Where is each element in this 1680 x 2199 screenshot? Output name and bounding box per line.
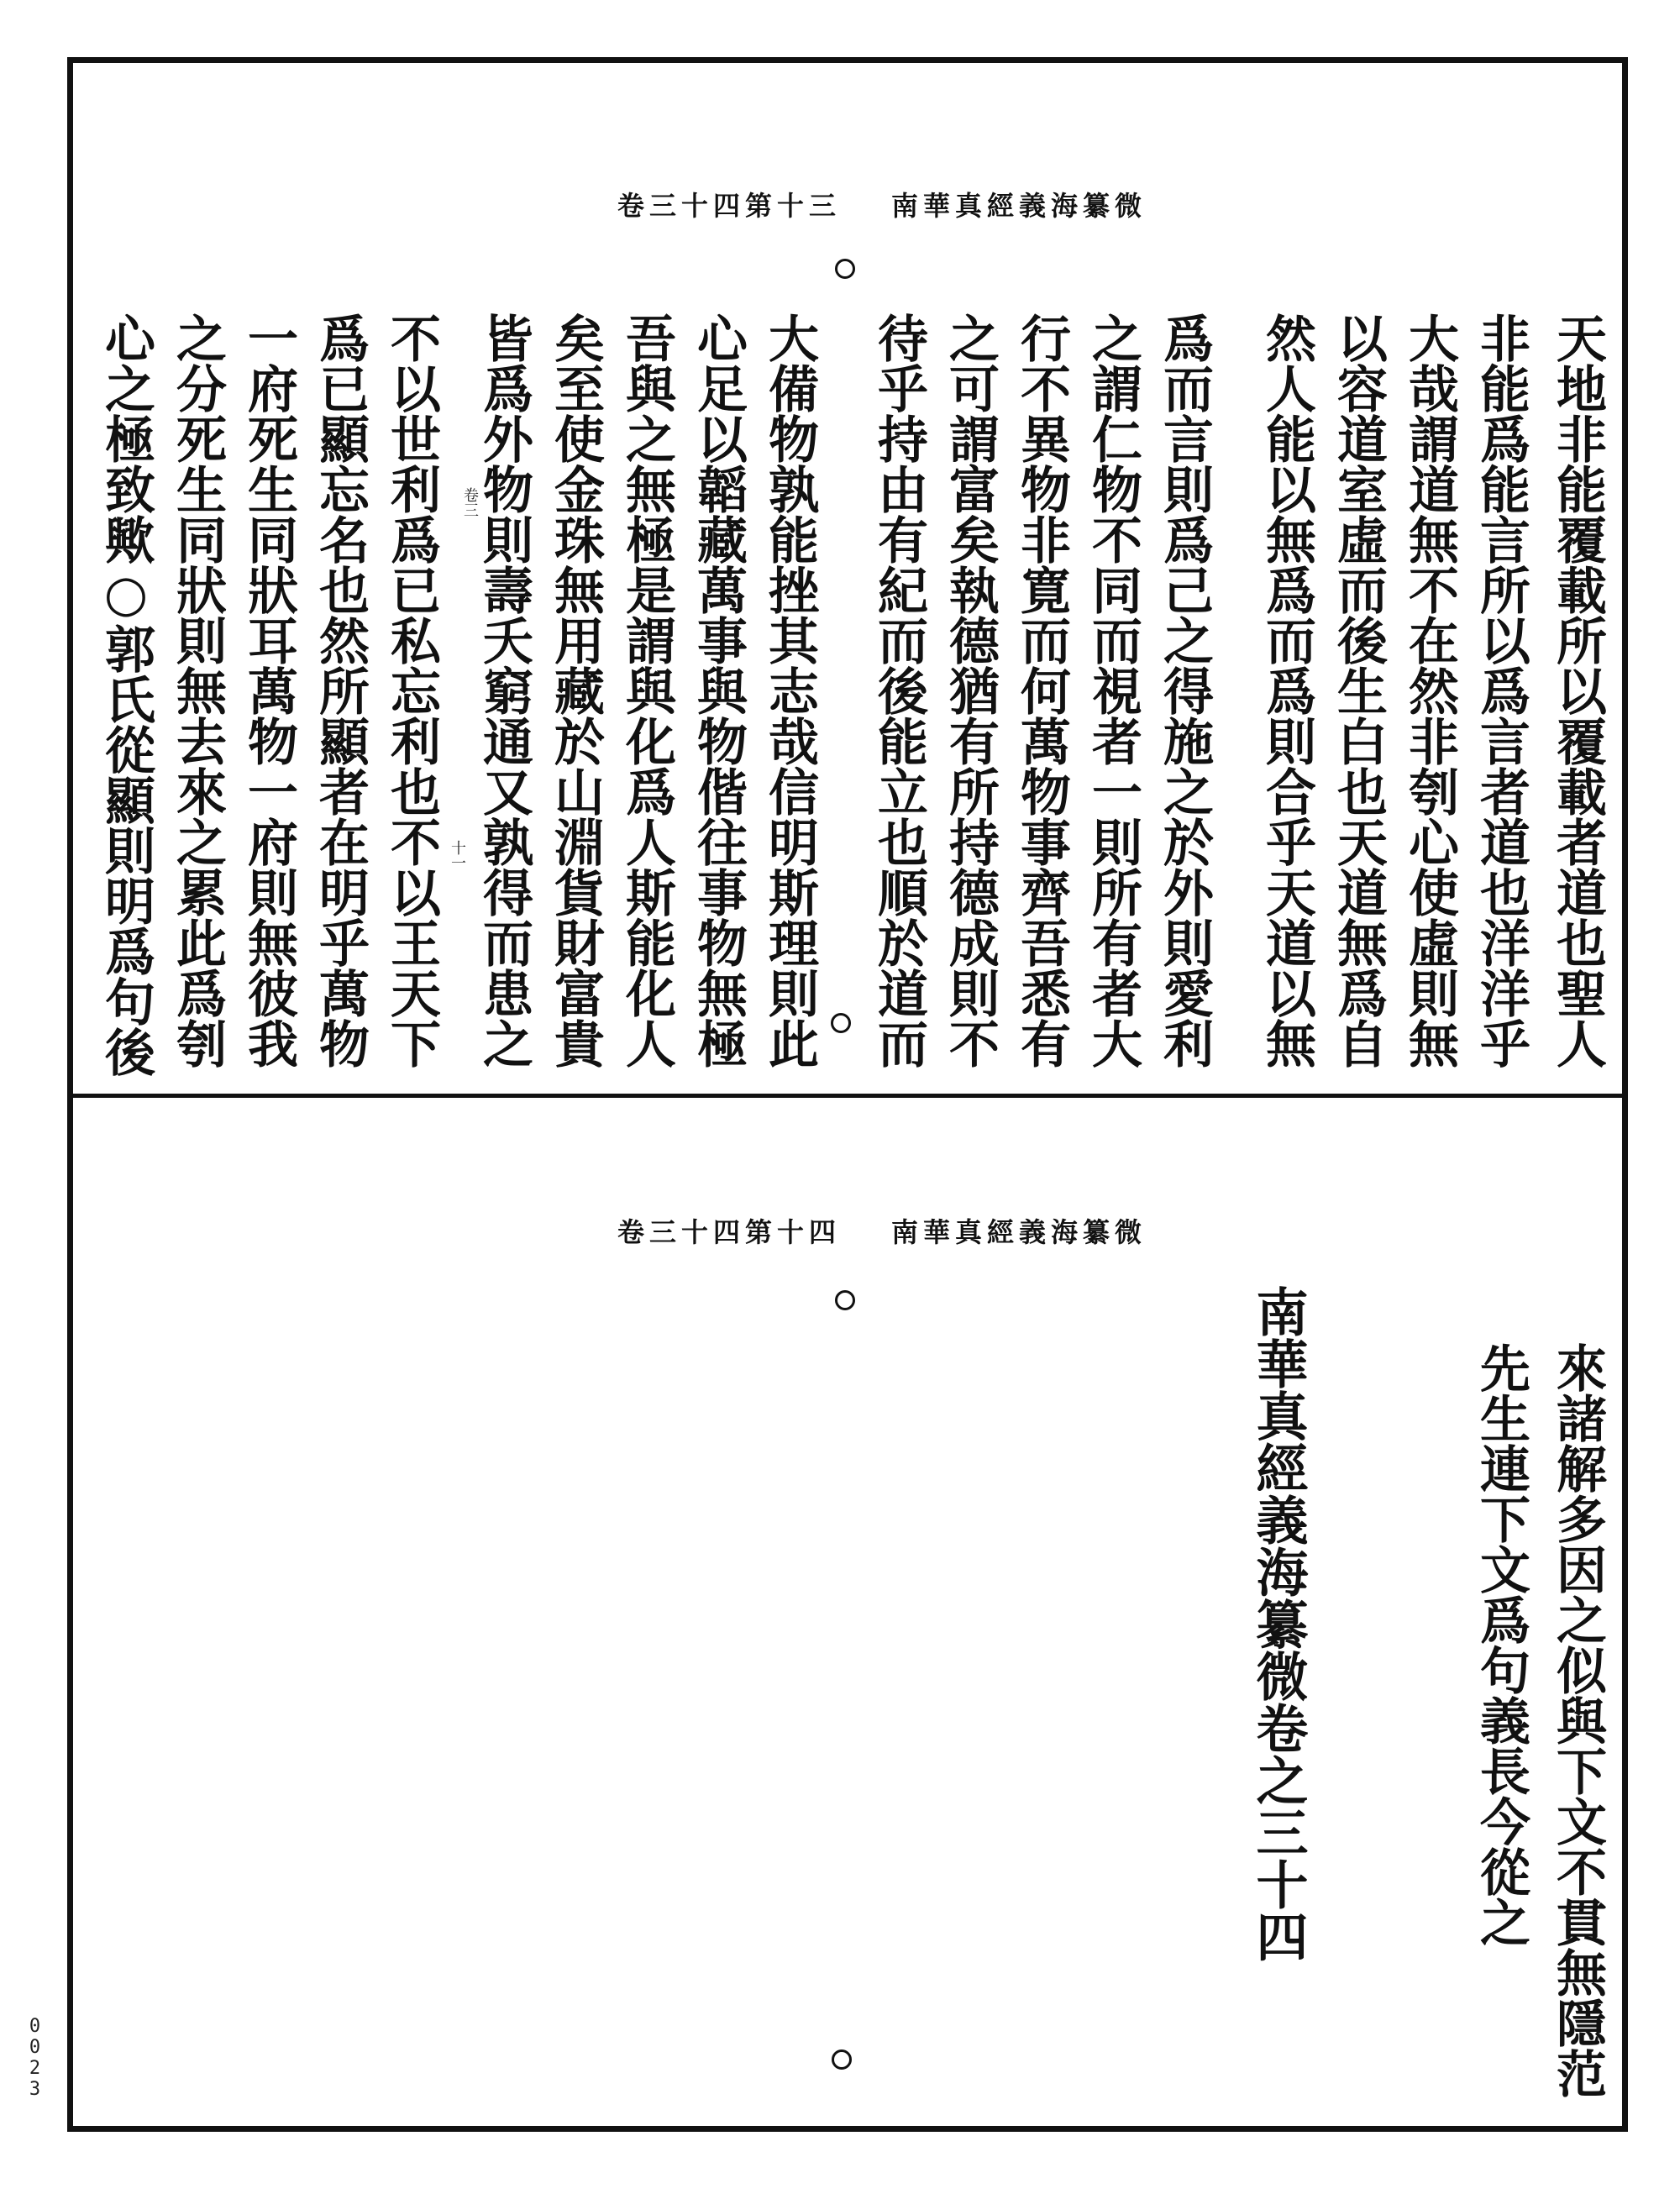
text-column: 大哉謂道無不在然非刳心使虛則無 [1400, 312, 1459, 1068]
top-header-section: 卷三十四第十三 [617, 190, 841, 222]
top-header [504, 185, 1260, 222]
text-column: 之可謂富矣執德猶有所持德成則不 [941, 312, 1000, 1068]
text-column: 非能爲能言所以爲言者道也洋洋乎 [1472, 312, 1530, 1068]
text-column: 爲而言則爲己之得施之於外則愛利 [1155, 312, 1214, 1068]
text-column: 以容道室虛而後生白也天道無爲自 [1329, 312, 1388, 1068]
page-number: 0023 [24, 2016, 45, 2100]
top-circle-mark [835, 259, 855, 279]
bottom-header-title: 南華真經義海纂微 [891, 1216, 1147, 1248]
leaf-mark: 卷三 [461, 487, 479, 517]
bottom-header-section: 卷三十四第十四 [617, 1216, 841, 1248]
text-column: 矣至使金珠無用藏於山淵貨財富貴 [546, 312, 605, 1068]
page-divider [67, 1094, 1628, 1098]
inline-circle-mark [831, 1013, 851, 1033]
text-column: 行不異物非寛而何萬物事齊吾悉有 [1012, 312, 1071, 1068]
text-column: 大備物孰能挫其志哉信明斯理則此 [760, 312, 819, 1068]
text-column: 一府死生同狀耳萬物一府則無彼我 [239, 312, 298, 1068]
text-column: 之謂仁物不同而視者一則所有者大 [1084, 312, 1142, 1068]
text-column: 之分死生同狀則無去來之累此爲刳 [168, 312, 227, 1068]
text-column: 待乎持由有紀而後能立也順於道而 [869, 312, 928, 1068]
text-column: 然人能以無爲而爲則合乎天道以無 [1257, 312, 1316, 1068]
end-title: 南華真經義海纂微卷之三十四 [1247, 1285, 1309, 1962]
text-column: 心足以韜藏萬事與物偕往事物無極 [689, 312, 748, 1068]
text-column: 不以世利爲已私忘利也不以王天下 [382, 312, 441, 1068]
text-column: 皆爲外物則壽夭窮通又孰得而患之 [475, 312, 533, 1068]
top-header-title: 南華真經義海纂微 [891, 190, 1147, 222]
text-column: 吾與之無極是謂與化爲人斯能化人 [617, 312, 676, 1068]
text-column: 先生連下文爲句義長今從之 [1472, 1342, 1530, 1947]
text-column: 來諸解多因之似與下文不貫無隱范 [1548, 1342, 1607, 2098]
text-column: 心之極致歟○郭氏從顯則明爲句後 [97, 312, 155, 1077]
leaf-mark: 十一 [449, 840, 466, 870]
bottom-circle-mark [835, 1290, 855, 1310]
text-column: 爲已顯忘名也然所顯者在明乎萬物 [311, 312, 370, 1068]
bottom-header [504, 1211, 1260, 1248]
text-column: 天地非能覆載所以覆載者道也聖人 [1548, 312, 1607, 1068]
bottom-end-circle-mark [832, 2049, 852, 2070]
